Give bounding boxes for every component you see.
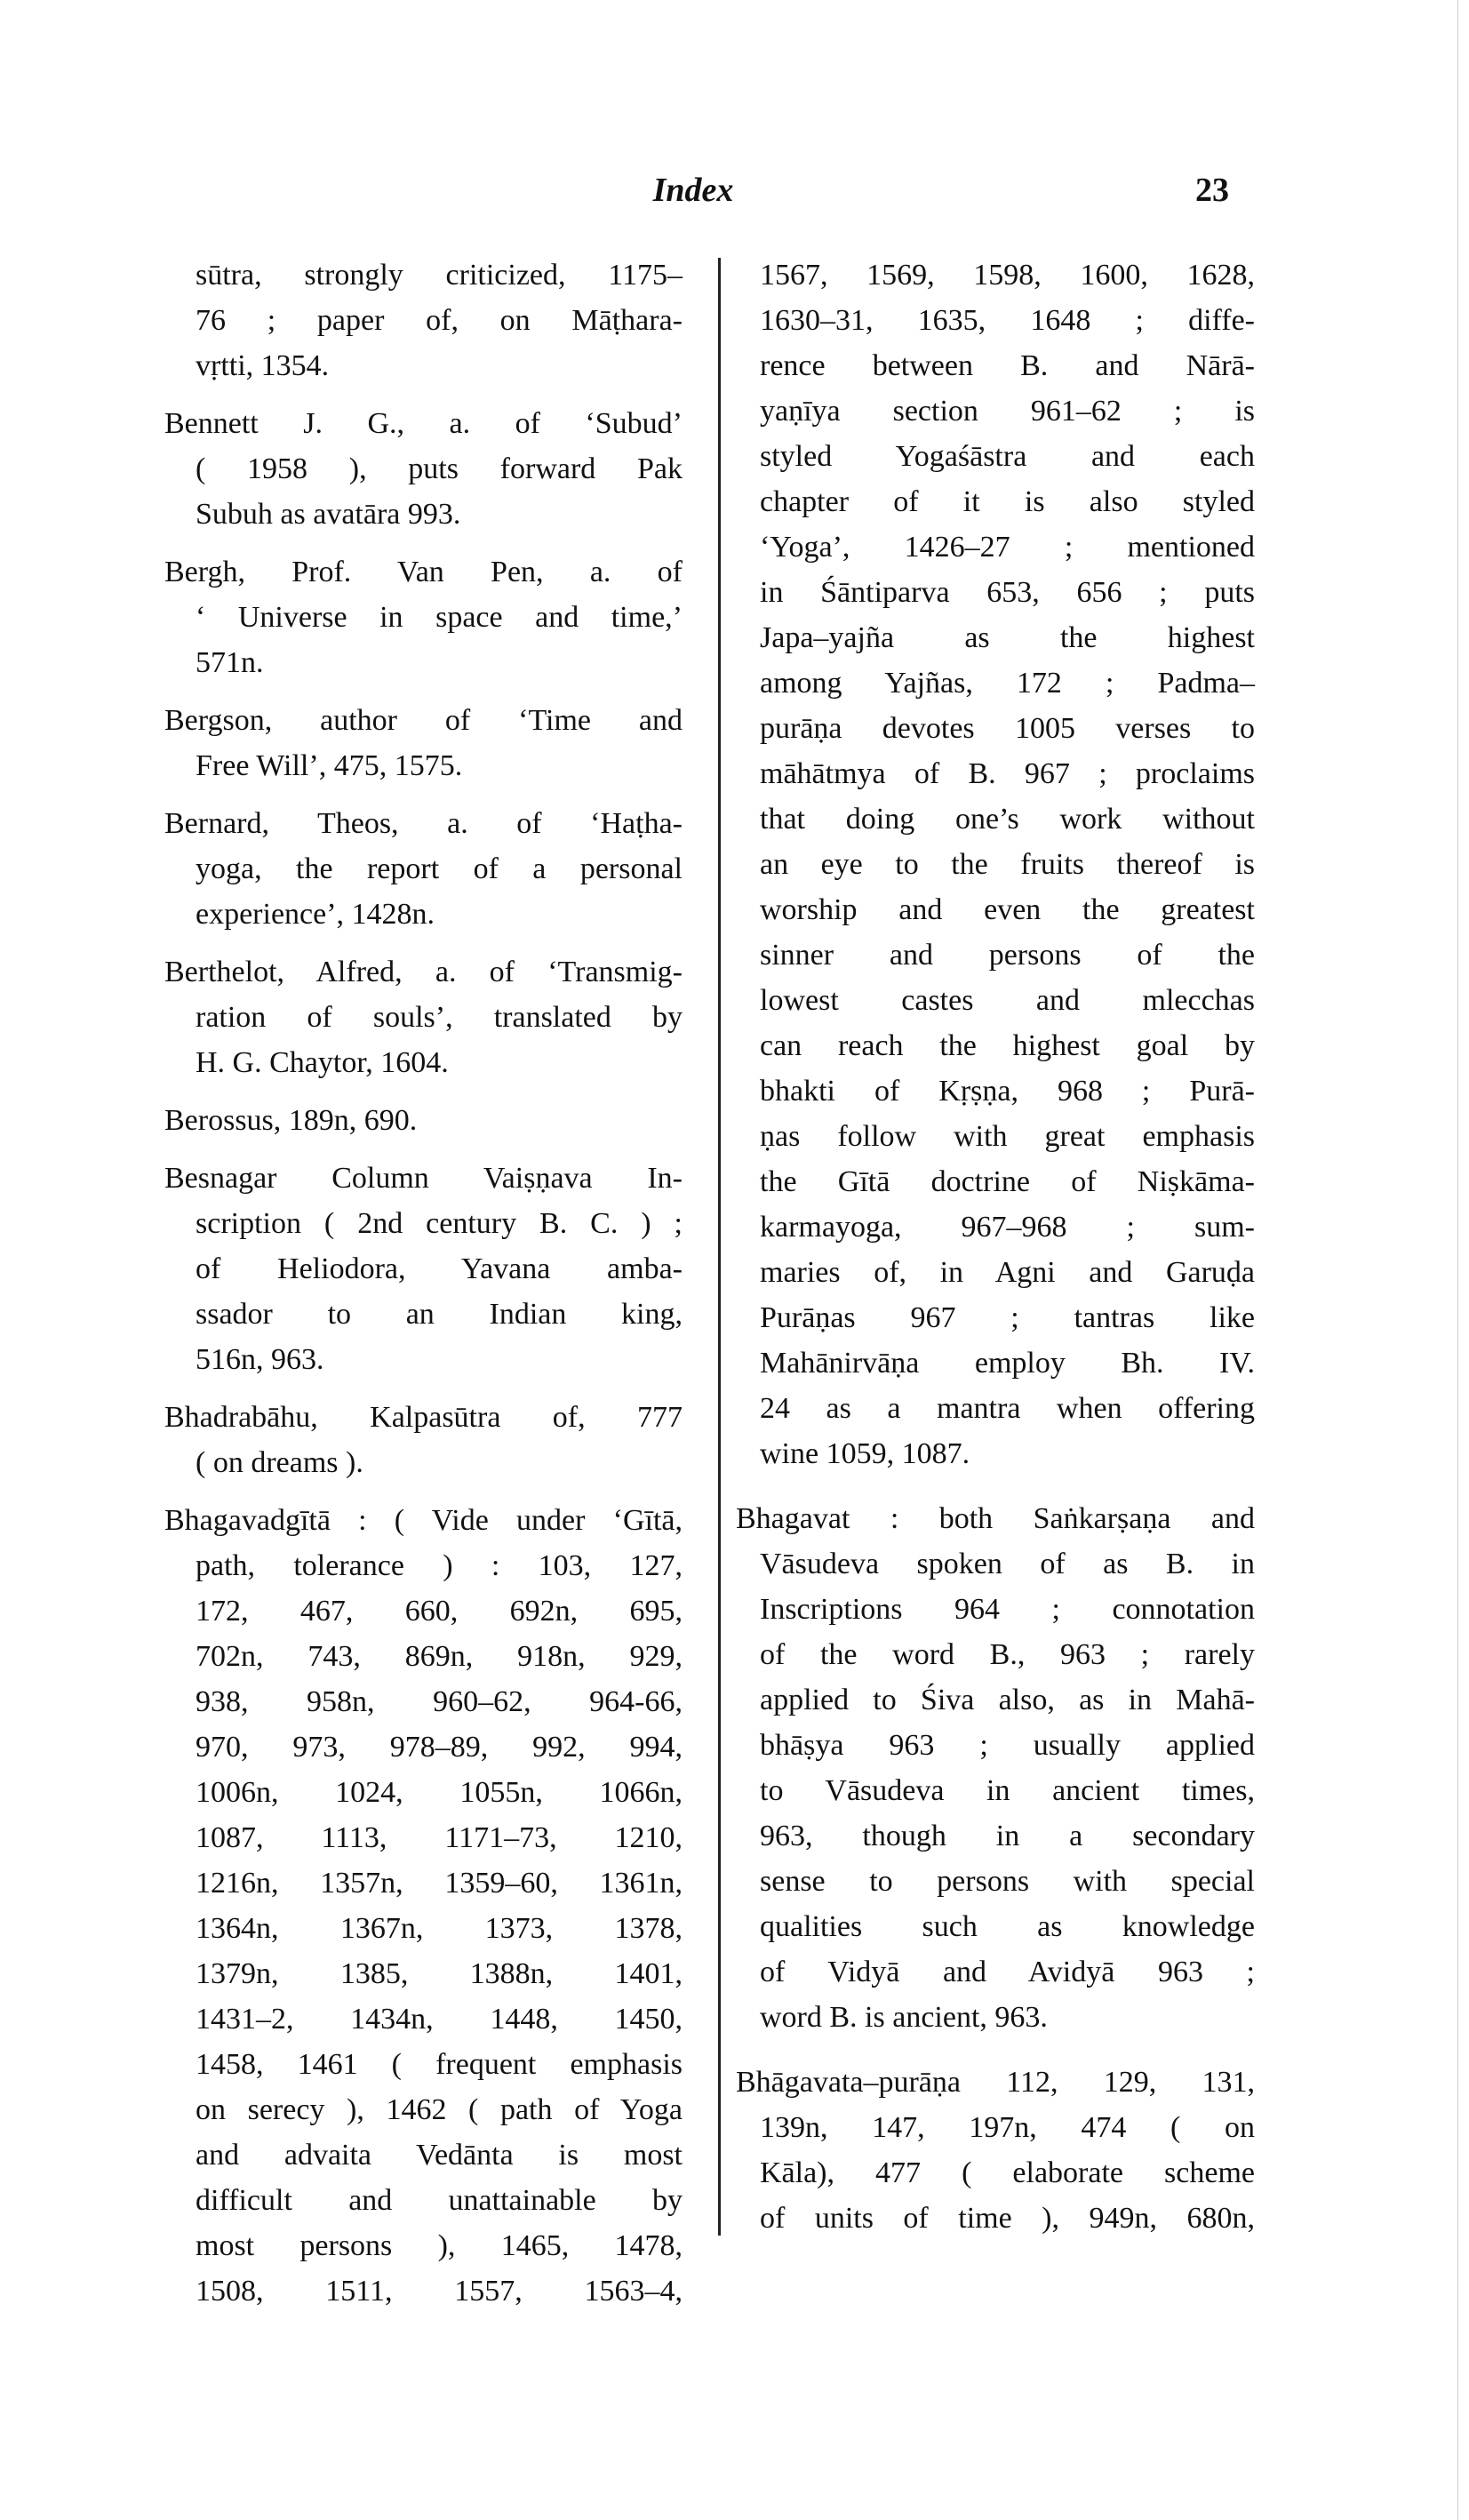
index-entry-line: sense to persons with special	[760, 1865, 1255, 1898]
index-entry	[164, 401, 683, 537]
index-entry-line: māhātmya of B. 967 ; proclaims	[760, 757, 1255, 790]
index-entry-line: 571n.	[196, 646, 264, 679]
index-entry-line: yaṇīya section 961–62 ; is	[760, 395, 1255, 428]
index-entry-line: H. G. Chaytor, 1604.	[196, 1046, 449, 1079]
index-entry-line: 938, 958n, 960–62, 964-66,	[196, 1685, 683, 1718]
index-entry-line: Bennett J. G., a. of ‘Subud’	[164, 407, 683, 440]
index-entry-line: an eye to the fruits thereof is	[760, 848, 1255, 881]
scan-edge	[1457, 0, 1458, 2520]
index-entry-line: Bergson, author of ‘Time and	[164, 704, 683, 737]
index-entry	[164, 949, 683, 1085]
index-entry-line: 1216n, 1357n, 1359–60, 1361n,	[196, 1867, 683, 1900]
index-entry-line: to Vāsudeva in ancient times,	[760, 1774, 1255, 1807]
left-column	[164, 252, 683, 2326]
index-entry-line: Bernard, Theos, a. of ‘Haṭha-	[164, 807, 683, 840]
index-entry-line: among Yajñas, 172 ; Padma–	[760, 667, 1255, 700]
index-entry-line: Purāṇas 967 ; tantras like	[760, 1301, 1255, 1334]
index-entry-line: Free Will’, 475, 1575.	[196, 749, 463, 782]
index-entry-line: ssador to an Indian king,	[196, 1298, 683, 1331]
index-entry	[164, 1395, 683, 1485]
index-entry-line: Mahānirvāṇa employ Bh. IV.	[760, 1347, 1255, 1380]
index-entry-line: 1508, 1511, 1557, 1563–4,	[196, 2275, 683, 2308]
index-entry	[164, 549, 683, 685]
index-entry	[164, 698, 683, 788]
index-entry	[736, 1496, 1255, 2040]
index-entry-line: ( 1958 ), puts forward Pak	[196, 452, 683, 485]
index-entry-line: that doing one’s work without	[760, 803, 1255, 836]
right-column	[736, 252, 1255, 2253]
index-entry-line: 963, though in a secondary	[760, 1820, 1255, 1852]
index-entry-line: of units of time ), 949n, 680n,	[760, 2202, 1255, 2235]
index-entry-line: experience’, 1428n.	[196, 898, 435, 931]
index-entry-line: styled Yogaśāstra and each	[760, 440, 1255, 473]
index-entry-line: lowest castes and mlecchas	[760, 984, 1255, 1017]
index-entry-continuation	[164, 252, 683, 388]
index-entry-line: ‘ Universe in space and time,’	[196, 601, 683, 634]
index-entry-line: Bhāgavata–purāṇa 112, 129, 131,	[736, 2066, 1255, 2099]
column-divider	[718, 258, 721, 2236]
index-entry-line: difficult and unattainable by	[196, 2184, 683, 2217]
index-entry-line: 1087, 1113, 1171–73, 1210,	[196, 1821, 683, 1854]
index-entry-line: Inscriptions 964 ; connotation	[760, 1593, 1255, 1626]
index-entry-line: Berossus, 189n, 690.	[164, 1104, 418, 1137]
index-entry	[164, 1498, 683, 2314]
index-entry-line: 702n, 743, 869n, 918n, 929,	[196, 1640, 683, 1673]
index-entry-line: qualities such as knowledge	[760, 1910, 1255, 1943]
index-entry-line: 516n, 963.	[196, 1343, 324, 1376]
index-entry-line: Besnagar Column Vaiṣṇava In-	[164, 1162, 683, 1195]
index-entry-line: worship and even the greatest	[760, 893, 1255, 926]
index-entry-line: 1379n, 1385, 1388n, 1401,	[196, 1957, 683, 1990]
index-entry-line: Bhagavadgītā : ( Vide under ‘Gītā,	[164, 1504, 683, 1537]
index-entry-line: Japa–yajña as the highest	[760, 621, 1255, 654]
index-entry-line: of Vidyā and Avidyā 963 ;	[760, 1956, 1255, 1988]
index-entry-line: 1630–31, 1635, 1648 ; diffe-	[760, 304, 1255, 337]
index-entry-line: yoga, the report of a personal	[196, 852, 683, 885]
index-entry-line: sinner and persons of the	[760, 939, 1255, 972]
index-entry-line: ration of souls’, translated by	[196, 1001, 683, 1034]
index-entry-line: scription ( 2nd century B. C. ) ;	[196, 1207, 683, 1240]
index-entry-line: in Śāntiparva 653, 656 ; puts	[760, 576, 1255, 609]
index-entry-line: 1006n, 1024, 1055n, 1066n,	[196, 1776, 683, 1809]
index-entry-line: 139n, 147, 197n, 474 ( on	[760, 2111, 1255, 2144]
index-entry	[164, 1156, 683, 1382]
index-entry-line: wine 1059, 1087.	[760, 1437, 970, 1470]
index-entry-line: 970, 973, 978–89, 992, 994,	[196, 1731, 683, 1764]
index-entry-line: rence between B. and Nārā-	[760, 349, 1255, 382]
index-entry-line: most persons ), 1465, 1478,	[196, 2229, 683, 2262]
index-entry-line: the Gītā doctrine of Niṣkāma-	[760, 1165, 1255, 1198]
index-entry-line: Berthelot, Alfred, a. of ‘Transmig-	[164, 956, 683, 988]
index-entry-line: 172, 467, 660, 692n, 695,	[196, 1595, 683, 1628]
index-entry-line: ‘Yoga’, 1426–27 ; mentioned	[760, 531, 1255, 564]
index-entry	[164, 1098, 683, 1143]
index-entry-line: chapter of it is also styled	[760, 485, 1255, 518]
index-entry	[736, 2060, 1255, 2241]
index-entry-line: of the word B., 963 ; rarely	[760, 1638, 1255, 1671]
index-entry-line: 1567, 1569, 1598, 1600, 1628,	[760, 259, 1255, 292]
index-entry-line: purāṇa devotes 1005 verses to	[760, 712, 1255, 745]
index-entry-line: 76 ; paper of, on Māṭhara-	[196, 304, 683, 337]
index-entry	[164, 801, 683, 937]
running-head: Index	[652, 172, 734, 209]
index-entry-line: Vāsudeva spoken of as B. in	[760, 1548, 1255, 1580]
index-entry-line: bhāṣya 963 ; usually applied	[760, 1729, 1255, 1762]
index-entry-line: Subuh as avatāra 993.	[196, 498, 461, 531]
index-entry-line: sūtra, strongly criticized, 1175–	[196, 259, 683, 292]
index-entry-line: 1364n, 1367n, 1373, 1378,	[196, 1912, 683, 1945]
index-entry-line: Bhadrabāhu, Kalpasūtra of, 777	[164, 1401, 683, 1434]
index-entry-line: can reach the highest goal by	[760, 1029, 1255, 1062]
index-entry-line: karmayoga, 967–968 ; sum-	[760, 1211, 1255, 1244]
index-entry-line: on serecy ), 1462 ( path of Yoga	[196, 2093, 683, 2126]
index-entry-line: path, tolerance ) : 103, 127,	[196, 1549, 683, 1582]
index-entry-line: word B. is ancient, 963.	[760, 2001, 1048, 2034]
index-entry-line: Kāla), 477 ( elaborate scheme	[760, 2156, 1255, 2189]
index-entry-line: vṛtti, 1354.	[196, 349, 330, 382]
index-entry-line: bhakti of Kṛṣṇa, 968 ; Purā-	[760, 1075, 1255, 1108]
index-entry-line: ( on dreams ).	[196, 1446, 363, 1479]
index-entry-line: maries of, in Agni and Garuḍa	[760, 1256, 1255, 1289]
index-entry-line: ṇas follow with great emphasis	[760, 1120, 1255, 1153]
index-entry-line: 24 as a mantra when offering	[760, 1392, 1255, 1425]
index-entry-line: 1431–2, 1434n, 1448, 1450,	[196, 2003, 683, 2036]
index-entry-continuation	[736, 252, 1255, 1476]
index-entry-line: and advaita Vedānta is most	[196, 2139, 683, 2172]
index-entry-line: Bergh, Prof. Van Pen, a. of	[164, 556, 683, 588]
page-number: 23	[1195, 172, 1229, 209]
index-entry-line: applied to Śiva also, as in Mahā-	[760, 1684, 1255, 1716]
index-entry-line: of Heliodora, Yavana amba-	[196, 1252, 683, 1285]
index-entry-line: 1458, 1461 ( frequent emphasis	[196, 2048, 683, 2081]
index-entry-line: Bhagavat : both Saṅkarṣaṇa and	[736, 1502, 1255, 1535]
